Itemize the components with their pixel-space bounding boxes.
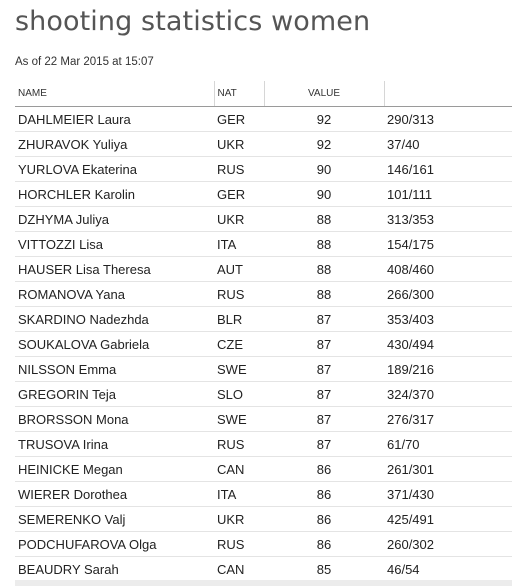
hits-ratio: 324/370	[384, 382, 512, 407]
athlete-name: ROMANOVA Yana	[15, 282, 214, 307]
hits-ratio: 146/161	[384, 157, 512, 182]
nation-code: SLO	[214, 382, 264, 407]
shooting-percentage: 87	[264, 407, 384, 432]
nation-code: CZE	[214, 332, 264, 357]
shooting-percentage: 90	[264, 182, 384, 207]
nation-code: UKR	[214, 132, 264, 157]
table-row[interactable]	[15, 307, 512, 332]
athlete-name: DAHLMEIER Laura	[15, 107, 214, 132]
nation-code: SWE	[214, 407, 264, 432]
hits-ratio: 61/70	[384, 432, 512, 457]
hits-ratio: 371/430	[384, 482, 512, 507]
athlete-name: NILSSON Emma	[15, 357, 214, 382]
shooting-percentage: 86	[264, 507, 384, 532]
athlete-name: YURLOVA Ekaterina	[15, 157, 214, 182]
shooting-percentage: 87	[264, 307, 384, 332]
shooting-percentage: 86	[264, 457, 384, 482]
shooting-percentage: 88	[264, 232, 384, 257]
athlete-name: SEMERENKO Valj	[15, 507, 214, 532]
nation-code: CAN	[217, 561, 245, 577]
table-row[interactable]	[15, 207, 512, 232]
nation-code: RUS	[214, 157, 264, 182]
athlete-name: GREGORIN Teja	[15, 382, 214, 407]
hits-ratio: 430/494	[384, 332, 512, 357]
hits-ratio: 189/216	[384, 357, 512, 382]
table-header	[15, 81, 512, 107]
shooting-percentage: 88	[264, 282, 384, 307]
shooting-percentage: 87	[264, 382, 384, 407]
hits-ratio: 353/403	[384, 307, 512, 332]
hits-ratio: 408/460	[384, 257, 512, 282]
column-header-ratio[interactable]	[384, 81, 512, 107]
athlete-name: HAUSER Lisa Theresa	[15, 257, 214, 282]
column-header-nat[interactable]: NAT	[214, 81, 264, 107]
athlete-name: BEAUDRY Sarah	[18, 561, 119, 577]
table-row[interactable]	[15, 132, 512, 157]
column-header-value[interactable]: VALUE	[264, 81, 384, 107]
shooting-percentage: 92	[264, 132, 384, 157]
athlete-name: ZHURAVOK Yuliya	[15, 132, 214, 157]
as-of-timestamp: As of 22 Mar 2015 at 15:07	[15, 56, 154, 68]
shooting-percentage: 87	[264, 357, 384, 382]
shooting-percentage: 85	[316, 561, 332, 577]
athlete-name: DZHYMA Juliya	[15, 207, 214, 232]
table-row[interactable]	[15, 182, 512, 207]
table-row[interactable]	[15, 157, 512, 182]
athlete-name: HORCHLER Karolin	[15, 182, 214, 207]
table-row[interactable]	[15, 482, 512, 507]
shooting-percentage: 90	[264, 157, 384, 182]
shooting-percentage: 88	[264, 257, 384, 282]
athlete-name: TRUSOVA Irina	[15, 432, 214, 457]
hits-ratio: 290/313	[384, 107, 512, 132]
shooting-percentage: 87	[264, 332, 384, 357]
header-row	[15, 81, 512, 107]
athlete-name: HEINICKE Megan	[15, 457, 214, 482]
shooting-percentage: 88	[264, 207, 384, 232]
hits-ratio: 101/111	[384, 182, 512, 207]
hits-ratio: 37/40	[384, 132, 512, 157]
hits-ratio: 261/301	[384, 457, 512, 482]
nation-code: CAN	[214, 457, 264, 482]
hits-ratio: 260/302	[384, 532, 512, 557]
table-row[interactable]	[15, 382, 512, 407]
nation-code: UKR	[214, 207, 264, 232]
stats-table	[15, 81, 512, 581]
nation-code: RUS	[214, 282, 264, 307]
nation-code: BLR	[214, 307, 264, 332]
athlete-name: WIERER Dorothea	[15, 482, 214, 507]
page-title: shooting statistics women	[15, 6, 371, 37]
nation-code: ITA	[214, 232, 264, 257]
athlete-name: PODCHUFAROVA Olga	[15, 532, 214, 557]
nation-code: RUS	[214, 532, 264, 557]
athlete-name: VITTOZZI Lisa	[15, 232, 214, 257]
shooting-percentage: 86	[264, 532, 384, 557]
hits-ratio: 46/54	[387, 561, 420, 577]
nation-code: UKR	[214, 507, 264, 532]
table-row[interactable]	[15, 507, 512, 532]
horizontal-scrollbar[interactable]	[15, 580, 512, 586]
nation-code: GER	[214, 182, 264, 207]
table-row[interactable]	[15, 107, 512, 132]
athlete-name: BRORSSON Mona	[15, 407, 214, 432]
column-header-name[interactable]: NAME	[15, 81, 214, 107]
table-row[interactable]	[15, 282, 512, 307]
athlete-name: SOUKALOVA Gabriela	[15, 332, 214, 357]
athlete-name: SKARDINO Nadezhda	[15, 307, 214, 332]
hits-ratio: 425/491	[384, 507, 512, 532]
shooting-percentage: 86	[264, 482, 384, 507]
nation-code: GER	[214, 107, 264, 132]
table-row[interactable]	[15, 557, 512, 582]
nation-code: ITA	[214, 482, 264, 507]
table-body	[15, 107, 512, 582]
shooting-percentage: 87	[264, 432, 384, 457]
shooting-percentage: 92	[264, 107, 384, 132]
table-row[interactable]	[15, 532, 512, 557]
table-row[interactable]	[15, 357, 512, 382]
table-row[interactable]	[15, 407, 512, 432]
table-row[interactable]	[15, 332, 512, 357]
hits-ratio: 313/353	[384, 207, 512, 232]
nation-code: SWE	[214, 357, 264, 382]
table-row[interactable]	[15, 457, 512, 482]
nation-code: RUS	[214, 432, 264, 457]
hits-ratio: 154/175	[384, 232, 512, 257]
hits-ratio: 276/317	[384, 407, 512, 432]
table-row[interactable]	[15, 257, 512, 282]
hits-ratio: 266/300	[384, 282, 512, 307]
table-row[interactable]	[15, 432, 512, 457]
nation-code: AUT	[214, 257, 264, 282]
table-row[interactable]	[15, 232, 512, 257]
